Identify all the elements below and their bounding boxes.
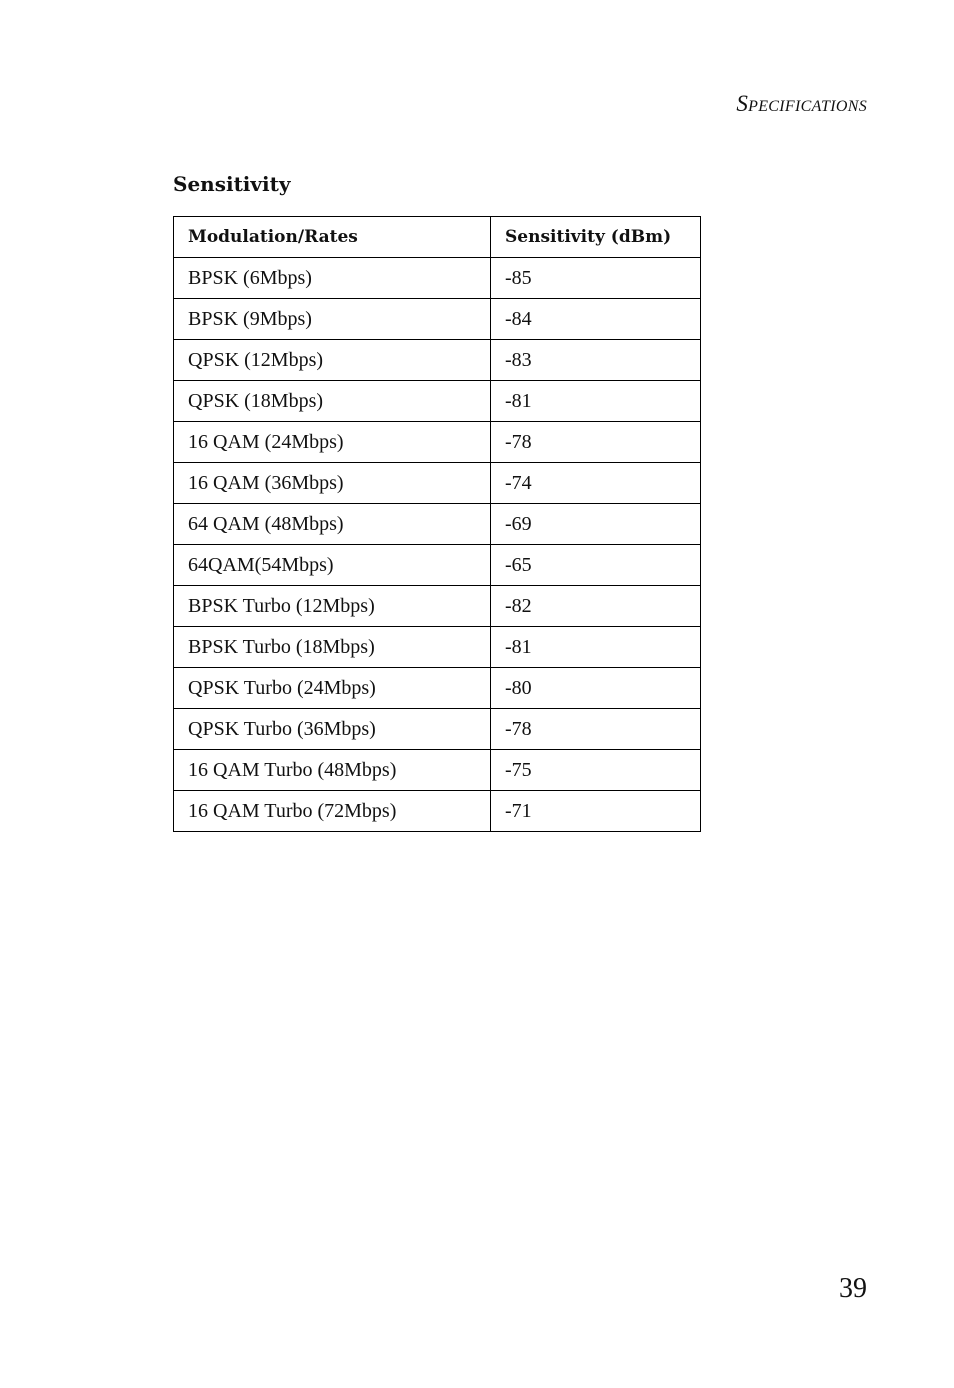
column-header-sensitivity: Sensitivity (dBm) bbox=[491, 217, 701, 258]
modulation-cell: 16 QAM Turbo (72Mbps) bbox=[174, 791, 491, 832]
table-row bbox=[174, 586, 701, 627]
modulation-cell: QPSK (18Mbps) bbox=[174, 381, 491, 422]
table-row bbox=[174, 750, 701, 791]
sensitivity-cell: -74 bbox=[491, 463, 701, 504]
table-row bbox=[174, 668, 701, 709]
modulation-cell: 16 QAM (24Mbps) bbox=[174, 422, 491, 463]
modulation-cell: BPSK Turbo (12Mbps) bbox=[174, 586, 491, 627]
table-row bbox=[174, 463, 701, 504]
sensitivity-cell: -80 bbox=[491, 668, 701, 709]
column-header-modulation: Modulation/Rates bbox=[174, 217, 491, 258]
table-row bbox=[174, 422, 701, 463]
modulation-cell: BPSK (6Mbps) bbox=[174, 258, 491, 299]
sensitivity-cell: -81 bbox=[491, 381, 701, 422]
sensitivity-cell: -71 bbox=[491, 791, 701, 832]
modulation-cell: QPSK Turbo (24Mbps) bbox=[174, 668, 491, 709]
modulation-cell: BPSK Turbo (18Mbps) bbox=[174, 627, 491, 668]
modulation-cell: 16 QAM Turbo (48Mbps) bbox=[174, 750, 491, 791]
sensitivity-cell: -84 bbox=[491, 299, 701, 340]
sensitivity-cell: -65 bbox=[491, 545, 701, 586]
sensitivity-cell: -75 bbox=[491, 750, 701, 791]
table-row bbox=[174, 340, 701, 381]
sensitivity-cell: -83 bbox=[491, 340, 701, 381]
sensitivity-cell: -78 bbox=[491, 422, 701, 463]
table-row bbox=[174, 504, 701, 545]
table-header-row bbox=[174, 217, 701, 258]
sensitivity-cell: -69 bbox=[491, 504, 701, 545]
sensitivity-cell: -81 bbox=[491, 627, 701, 668]
page-number: 39 bbox=[839, 1273, 867, 1304]
table-row bbox=[174, 258, 701, 299]
sensitivity-table bbox=[173, 216, 701, 832]
table-row bbox=[174, 791, 701, 832]
table-row bbox=[174, 545, 701, 586]
sensitivity-cell: -78 bbox=[491, 709, 701, 750]
table-row bbox=[174, 381, 701, 422]
table-row bbox=[174, 299, 701, 340]
sensitivity-cell: -85 bbox=[491, 258, 701, 299]
modulation-cell: QPSK Turbo (36Mbps) bbox=[174, 709, 491, 750]
sensitivity-cell: -82 bbox=[491, 586, 701, 627]
modulation-cell: QPSK (12Mbps) bbox=[174, 340, 491, 381]
modulation-cell: 64QAM(54Mbps) bbox=[174, 545, 491, 586]
section-title: Sensitivity bbox=[173, 172, 291, 196]
table-row bbox=[174, 627, 701, 668]
running-header: Specifications bbox=[736, 91, 867, 116]
table-row bbox=[174, 709, 701, 750]
modulation-cell: 16 QAM (36Mbps) bbox=[174, 463, 491, 504]
modulation-cell: 64 QAM (48Mbps) bbox=[174, 504, 491, 545]
modulation-cell: BPSK (9Mbps) bbox=[174, 299, 491, 340]
